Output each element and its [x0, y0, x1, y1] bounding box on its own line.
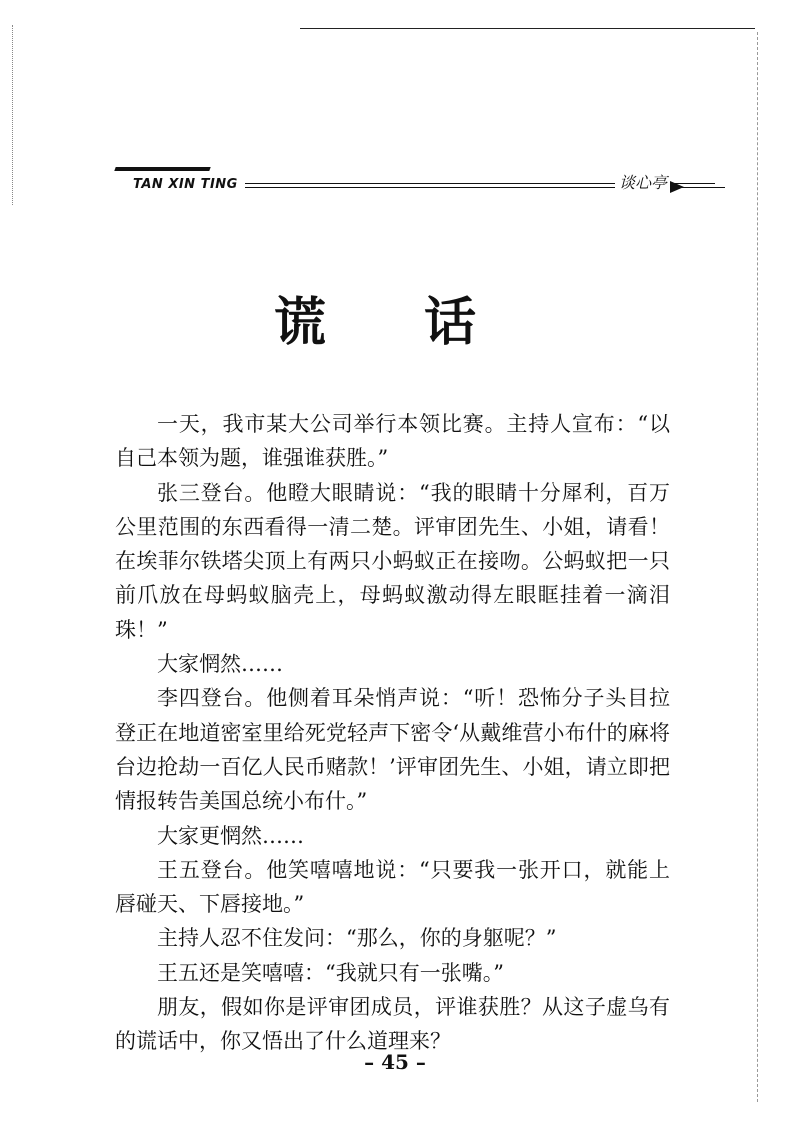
paragraph: 大家惘然……: [157, 652, 283, 677]
paragraph: 王五还是笑嘻嘻：“我就只有一张嘴。”: [157, 960, 504, 985]
page-number: – 45 –: [364, 1050, 426, 1074]
arrow-right-icon: [670, 181, 684, 193]
paragraph: 王五登台。他笑嘻嘻地说：“只要我一张开口，就能上唇碰天、下唇接地。”: [115, 857, 670, 917]
header-series-latin: TAN XIN TING: [133, 177, 238, 192]
paragraph: 李四登台。他侧着耳朵悄声说：“听！恐怖分子头目拉登正在地道密室里给死党轻声下密令‘从戴维营小布什的麻将台边抢劫一百亿人民币赌款！’评审团先生、小姐，请立即把情报转告美国总统小布什。”: [115, 686, 670, 814]
page-edge: [757, 32, 758, 1102]
paragraph: 大家更惘然……: [157, 823, 304, 848]
article-body: [115, 407, 670, 1059]
header-accent-bar: [114, 167, 210, 171]
article-title: 谎 话: [273, 292, 517, 353]
paragraph: 主持人忍不住发问：“那么，你的身躯呢？”: [157, 926, 557, 951]
paragraph: 张三登台。他瞪大眼睛说：“我的眼睛十分犀利，百万公里范围的东西看得一清二楚。评审团先生、小姐，请看！在埃菲尔铁塔尖顶上有两只小蚂蚁正在接吻。公蚂蚁把一只前爪放在母蚂蚁脑壳上，母蚂蚁激动得左眼眶挂着一滴泪珠！”: [115, 480, 670, 642]
top-rule: [300, 28, 755, 29]
running-header: [115, 160, 675, 200]
paragraph: 朋友，假如你是评审团成员，评谁获胜？从这子虚乌有的谎话中，你又悟出了什么道理来？: [115, 995, 670, 1054]
header-series-title: 谈心亭: [615, 170, 671, 193]
page-edge-left: [12, 25, 13, 205]
paragraph: 一天，我市某大公司举行本领比赛。主持人宣布：“以自己本领为题，谁强谁获胜。”: [115, 412, 670, 471]
